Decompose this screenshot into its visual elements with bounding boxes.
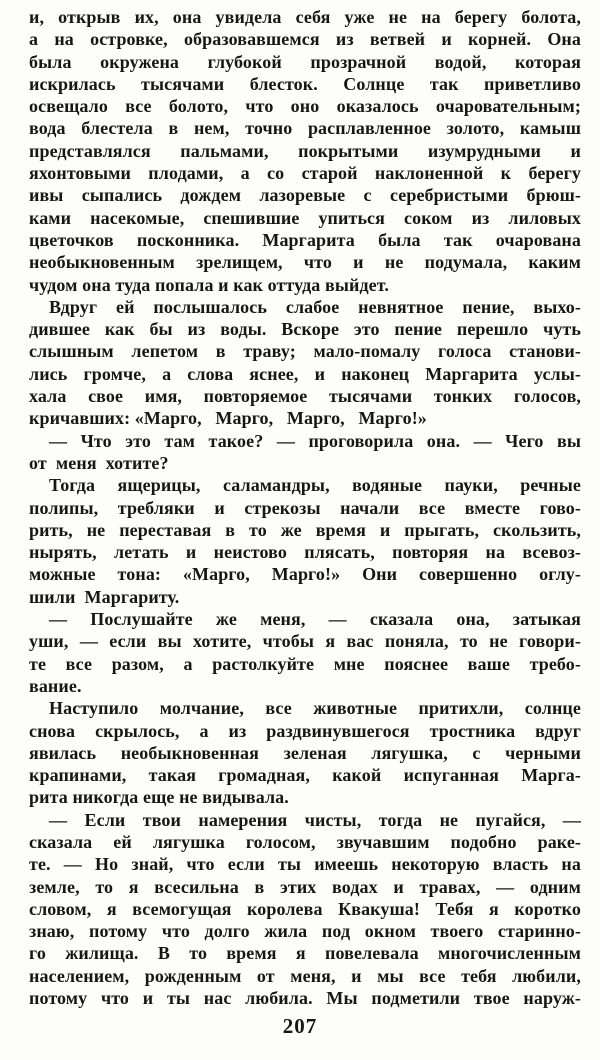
text-line: Тогда ящерицы, саламандры, водяные пауки, речные: [49, 475, 581, 496]
text-line: ивы сыпались дождем лазоревые с серебристыми брюш-: [29, 185, 581, 206]
text-line: населением, рожденным от меня, и мы все тебя любили,: [29, 965, 581, 986]
text-line: чудом она туда попала и как оттуда выйдет.: [29, 274, 389, 295]
text-line: — Что это там такое? — проговорила она. — Чего вы: [49, 430, 581, 451]
text-line: рита никогда еще не видывала.: [29, 787, 289, 808]
text-line: уши, — если вы хотите, чтобы я вас поняла, то не говори-: [29, 631, 581, 652]
text-line: го жилища. В то время я повелевала многочисленным: [29, 943, 581, 964]
text-line: вода блестела в нем, точно расплавленное золото, камыш: [29, 118, 581, 139]
text-line: слышным лепетом в траву; мало-помалу голоса станови-: [29, 341, 581, 362]
text-line: искрилась тысячами блесток. Солнце так приветливо: [29, 73, 581, 94]
text-line: яхонтовыми плодами, а со старой наклоненной к берегу: [29, 163, 581, 184]
text-line: ками насекомые, спешившие упиться соком из лиловых: [29, 207, 581, 228]
text-line: вание.: [29, 675, 82, 696]
text-line: снова скрылось, а из раздвинувшегося тростника вдруг: [29, 720, 581, 741]
text-line: представлялся пальмами, покрытыми изумрудными и: [29, 140, 581, 161]
text-line: те. — Но знай, что если ты имеешь некоторую власть на: [29, 854, 581, 875]
text-line: нырять, летать и неистово плясать, повторяя на всевоз-: [29, 542, 581, 563]
text-line: Наступило молчание, все животные притихли, солнце: [49, 698, 581, 719]
text-line: те все разом, а растолкуйте мне пояснее ваше требо-: [29, 653, 581, 674]
text-line: полипы, требляки и стрекозы начали все вместе гово-: [29, 497, 581, 518]
text-line: кричавших: «Марго, Марго, Марго, Марго!»: [29, 408, 427, 429]
text-line: рить, не переставая в то же время и прыгать, скользить,: [29, 519, 581, 540]
text-line: цветочков посконника. Маргарита была так очарована: [29, 229, 581, 250]
text-line: крапинами, такая громадная, какой испуганная Марга-: [29, 765, 581, 786]
text-line: от меня хотите?: [29, 452, 169, 473]
text-line: — Послушайте же меня, — сказала она, затыкая: [49, 609, 581, 630]
text-line: можные тона: «Марго, Марго!» Они совершенно оглу-: [29, 564, 581, 585]
text-line: явилась необыкновенная зеленая лягушка, с черными: [29, 742, 581, 763]
text-line: — Если твои намерения чисты, тогда не пугайся, —: [49, 809, 581, 830]
text-line: лись громче, а слова яснее, и наконец Маргарита услы-: [29, 363, 581, 384]
text-line: была окружена глубокой прозрачной водой, которая: [29, 51, 581, 72]
text-line: сказала ей лягушка голосом, звучавшим подобно раке-: [29, 831, 581, 852]
text-line: дившее как бы из воды. Вскоре это пение перешло чуть: [29, 319, 581, 340]
text-line: и, открыв их, она увидела себя уже не на берегу болота,: [29, 7, 581, 27]
text-line: шили Маргариту.: [29, 586, 180, 607]
text-line: а на островке, образовавшемся из ветвей и корней. Она: [29, 29, 581, 50]
text-line: потому что и ты нас любила. Мы подметили твое наруж-: [29, 988, 581, 1009]
text-line: хала свое имя, повторяемое тысячами тонких голосов,: [29, 386, 581, 407]
page-text: [29, 6, 581, 1009]
text-line: необыкновенным зрелищем, что и не подумала, каким: [29, 252, 581, 273]
page-number: 207: [282, 1014, 318, 1038]
text-line: словом, я всемогущая королева Квакуша! Тебя я коротко: [29, 898, 581, 919]
text-line: Вдруг ей послышалось слабое невнятное пение, выхо-: [49, 296, 581, 317]
text-line: земле, то я всесильна в этих водах и травах, — одним: [29, 876, 581, 897]
text-line: освещало все болото, что оно оказалось очаровательным;: [29, 96, 581, 117]
text-line: знаю, потому что долго жила под окном твоего старинно-: [29, 921, 581, 942]
